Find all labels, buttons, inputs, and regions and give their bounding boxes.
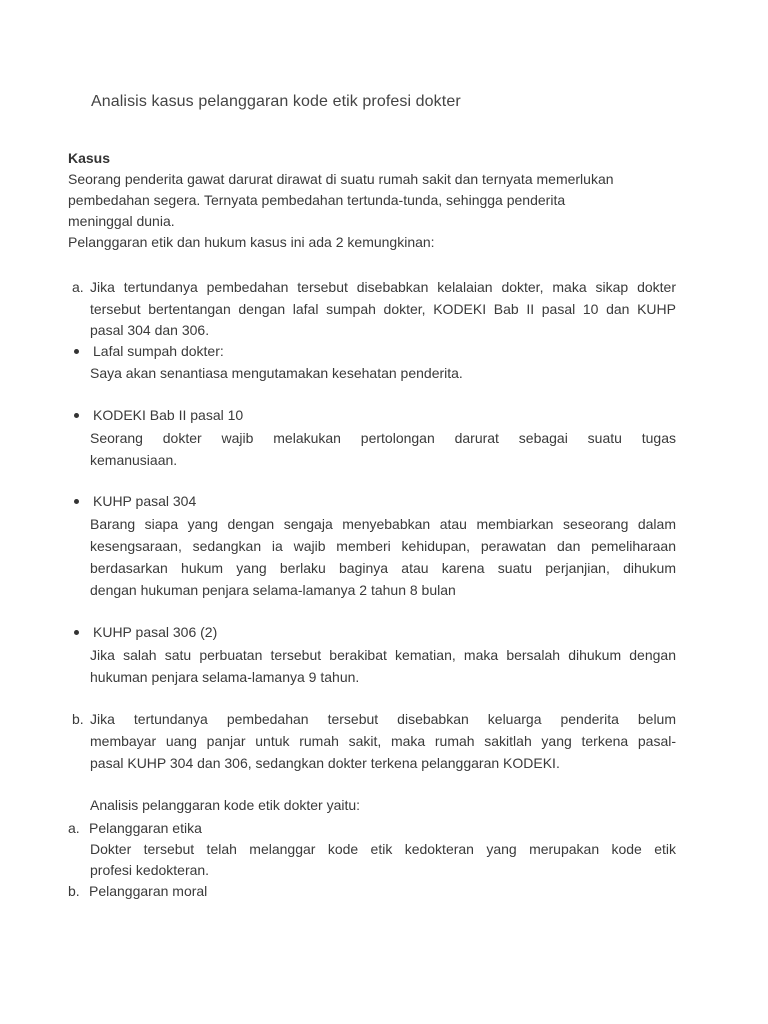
bullet-text: Jika salah satu perbuatan tersebut berakibat kematian, maka bersalah dihukum dengan	[90, 647, 676, 663]
item-b-line: pasal KUHP 304 dan 306, sedangkan dokter terkena pelanggaran KODEKI.	[90, 755, 560, 771]
item-a-line: tersebut bertentangan dengan lafal sumpah dokter, KODEKI Bab II pasal 10 dan KUHP	[90, 300, 676, 317]
bullet-icon	[74, 630, 79, 635]
analysis-text: Dokter tersebut telah melanggar kode etik kedokteran yang merupakan kode etik	[90, 841, 676, 857]
bullet-icon	[74, 499, 79, 504]
bullet-text: berdasarkan hukum yang berlaku baginya atau karena suatu perjanjian, dihukum	[90, 560, 676, 576]
analysis-heading: Pelanggaran etika	[89, 820, 202, 836]
bullet-text: Saya akan senantiasa mengutamakan kesehatan penderita.	[90, 365, 463, 381]
bullet-text: kesengsaraan, sedangkan ia wajib memberi kehidupan, perawatan dan pemeliharaan	[90, 538, 676, 554]
case-line: Seorang penderita gawat darurat dirawat di suatu rumah sakit dan ternyata memerlukan	[68, 171, 614, 187]
item-b-line: membayar uang panjar untuk rumah sakit, maka rumah sakitlah yang terkena pasal-	[90, 733, 676, 749]
bullet-text: Barang siapa yang dengan sengaja menyebabkan atau membiarkan seseorang dalam	[90, 516, 676, 532]
bullet-heading: Lafal sumpah dokter:	[93, 343, 224, 359]
bullet-text: dengan hukuman penjara selama-lamanya 2 tahun 8 bulan	[90, 582, 456, 598]
analysis-text: profesi kedokteran.	[90, 862, 210, 878]
bullet-heading: KUHP pasal 304	[93, 493, 197, 509]
bullet-text: hukuman penjara selama-lamanya 9 tahun.	[90, 669, 360, 685]
analysis-intro: Analisis pelanggaran kode etik dokter yaitu:	[90, 797, 361, 813]
analysis-heading: Pelanggaran moral	[89, 883, 208, 899]
analysis-marker-a: a.	[68, 820, 80, 836]
case-line: meninggal dunia.	[68, 213, 175, 229]
bullet-heading: KODEKI Bab II pasal 10	[93, 407, 244, 423]
bullet-icon	[74, 413, 79, 418]
bullet-text: Seorang dokter wajib melakukan pertolongan darurat sebagai suatu tugas	[90, 430, 676, 446]
case-line: pembedahan segera. Ternyata pembedahan tertunda-tunda, sehingga penderita	[68, 192, 566, 208]
item-a-line: Jika tertundanya pembedahan tersebut disebabkan kelalaian dokter, maka sikap dokter	[90, 279, 676, 295]
item-a-line: pasal 304 dan 306.	[90, 322, 210, 338]
list-marker-b: b.	[72, 711, 84, 727]
list-marker-a: a.	[72, 279, 84, 295]
bullet-heading: KUHP pasal 306 (2)	[93, 624, 218, 640]
item-b-line: Jika tertundanya pembedahan tersebut disebabkan keluarga penderita belum	[90, 711, 676, 727]
case-line: Pelanggaran etik dan hukum kasus ini ada 2 kemungkinan:	[68, 234, 435, 250]
case-heading: Kasus	[68, 150, 111, 166]
analysis-marker-b: b.	[68, 883, 80, 899]
bullet-icon	[74, 349, 79, 354]
document-title: Analisis kasus pelanggaran kode etik profesi dokter	[91, 93, 461, 110]
bullet-text: kemanusiaan.	[90, 452, 178, 468]
